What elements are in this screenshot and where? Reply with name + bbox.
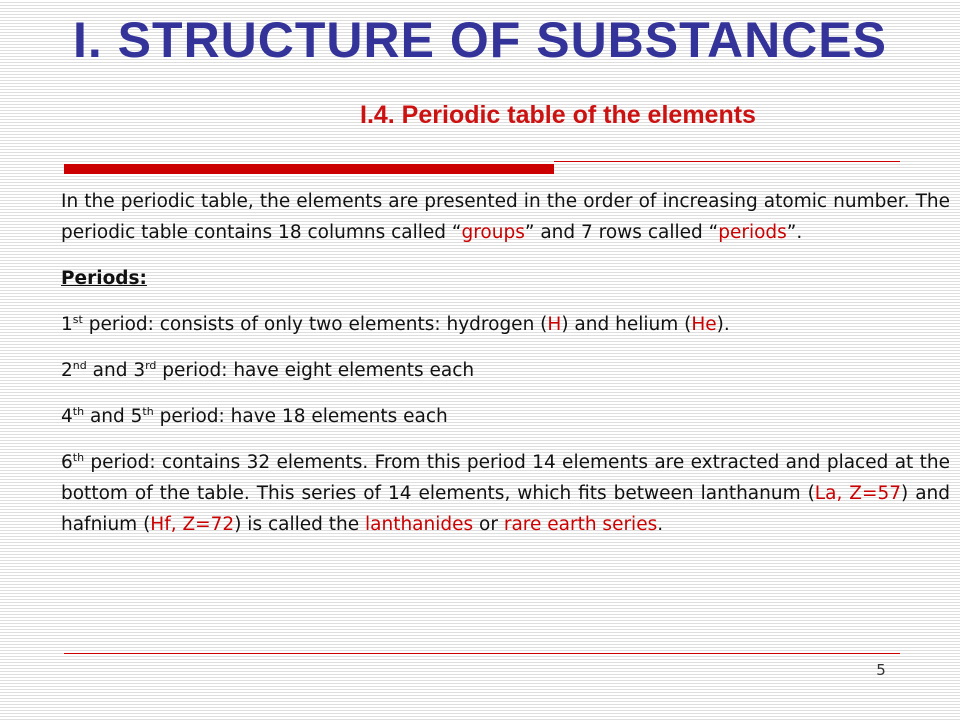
slide-title: I. STRUCTURE OF SUBSTANCES xyxy=(73,12,887,68)
term-periods: periods xyxy=(718,222,787,243)
divider-line-bottom xyxy=(64,653,900,654)
slide-subtitle: I.4. Periodic table of the elements xyxy=(360,101,756,129)
period-6-item: 6th period: contains 32 elements. From this period 14 elements are extracted and placed at the bottom of the table. This series of 14 elements, which fits between lanthanum (La, Z=57) and hafnium (Hf, Z=72) is called the lanthanides or rare earth series. xyxy=(61,451,951,535)
slide-body xyxy=(61,186,950,555)
symbol-h: H xyxy=(547,314,562,335)
term-rare-earth: rare earth series xyxy=(503,514,658,535)
periods-heading: Periods: xyxy=(61,268,147,289)
term-groups: groups xyxy=(461,222,525,243)
term-lanthanides: lanthanides xyxy=(365,514,474,535)
symbol-he: He xyxy=(691,314,717,335)
accent-bar xyxy=(64,164,554,174)
term-hafnium: Hf, Z=72 xyxy=(150,514,235,535)
page-number: 5 xyxy=(876,661,886,679)
term-lanthanum: La, Z=57 xyxy=(814,483,902,504)
period-2-3-item: 2nd and 3rd period: have eight elements each xyxy=(61,359,475,381)
divider-line-top xyxy=(554,161,900,162)
period-1-item: 1st period: consists of only two elements: hydrogen (H) and helium (He). xyxy=(61,313,730,335)
intro-paragraph: In the periodic table, the elements are presented in the order of increasing atomic number. The periodic table contains 18 columns called “groups” and 7 rows called “periods”. xyxy=(61,191,950,243)
period-4-5-item: 4th and 5th period: have 18 elements each xyxy=(61,405,448,427)
